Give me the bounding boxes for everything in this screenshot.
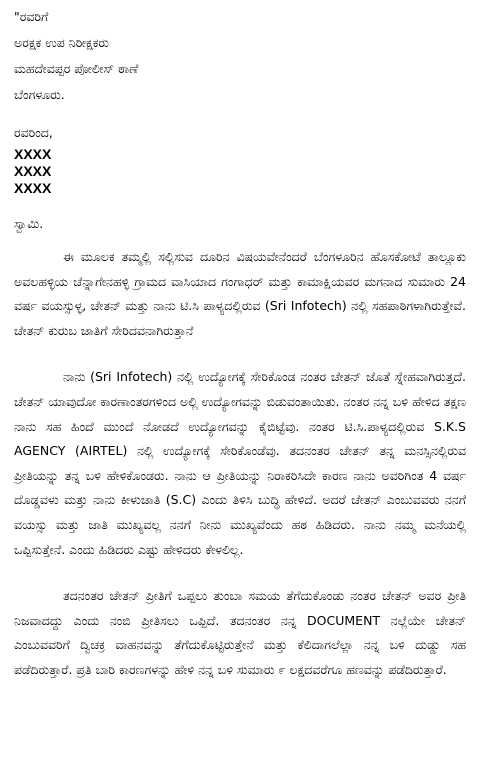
body-paragraph: ಈ ಮೂಲಕ ತಮ್ಮಲ್ಲಿ ಸಲ್ಲಿಸುವ ದೂರಿನ ವಿಷಯವೇನೆಂದರೆ ಬೆಂಗಳೂರಿನ ಹೊಸಕೋಟೆ ತಾಲ್ಲೂಕು ಅವಲಹಳ್ಳಿಯ ಚೆನ್ನಾಗೇನಹಳ್ಳಿ ಗ್ರಾಮದ ವಾಸಿಯಾದ ಗಂಗಾಧರ್ ಮತ್ತು ಕಾಮಾಕ್ಷಿಯವರ ಮಗನಾದ ಸುಮಾರು 24 ವರ್ಷ ವಯಸ್ಸುಳ್ಳ, ಚೇತನ್ ಮತ್ತು ನಾನು ಟಿ.ಸಿ ಪಾಳ್ಯದಲ್ಲಿರುವ (Sri Infotech) ನಲ್ಲಿ ಸಹಪಾಠಿಗಳಾಗಿರುತ್ತೇವೆ. ಚೇತನ್ ಕುರುಬ ಜಾತಿಗೆ ಸೇರಿದವನಾಗಿರುತ್ತಾನೆ (14, 249, 466, 338)
recipient-address (14, 30, 466, 108)
recipient-line: ಮಹದೇವಪ್ಪರ ಪೋಲೀಸ್ ಠಾಣೆ (14, 61, 139, 76)
from-heading: ರವರಿಂದ, (14, 125, 53, 140)
to-heading: "ರವರಿಗೆ (14, 9, 49, 24)
sender-redacted (14, 146, 466, 197)
recipient-line: ಬೆಂಗಳೂರು. (14, 87, 65, 102)
redacted-line: XXXX (14, 163, 52, 179)
salutation: ಸ್ವಾಮಿ. (14, 216, 44, 231)
redacted-line: XXXX (14, 180, 52, 196)
body-paragraph: ನಾನು (Sri Infotech) ನಲ್ಲಿ ಉದ್ಯೋಗಕ್ಕೆ ಸೇರಿಕೊಂಡ ನಂತರ ಚೇತನ್ ಜೊತೆ ಸ್ನೇಹವಾಗಿರುತ್ತದೆ. ಚೇತನ್ ಯಾವುದೋ ಕಾರಣಾಂತರಗಳಿಂದ ಅಲ್ಲಿ ಉದ್ಯೋಗವನ್ನು ಬಿಡುವಂತಾಯಿತು. ನಂತರ ನನ್ನ ಬಳಿ ಹೇಳಿದ ತಕ್ಷಣ ನಾನು ಸಹ ಹಿಂದೆ ಮುಂದೆ ನೋಡದೆ ಉದ್ಯೋಗವನ್ನು ಕೈಬಿಟ್ಟೆವು. ನಂತರ ಟಿ.ಸಿ.ಪಾಳ್ಯದಲ್ಲಿರುವ S.K.S AGENCY (AIRTEL) ನಲ್ಲಿ ಉದ್ಯೋಗಕ್ಕೆ ಸೇರಿಕೊಂಡೆವು. ತದನಂತರ ಚೇತನ್ ತನ್ನ ಮನಸ್ಸಿನಲ್ಲಿರುವ ಪ್ರೀತಿಯನ್ನು ತನ್ನ ಬಳಿ ಹೇಳಿಕೊಂಡರು. ನಾನು ಆ ಪ್ರೀತಿಯನ್ನು ನಿರಾಕರಿಸಿದೇ ಕಾರಣ ನಾನು ಅವರಿಗಿಂತ 4 ವರ್ಷ ದೊಡ್ಡವಳು ಮತ್ತು ನಾನು ಕೀಳುಜಾತಿ (S.C) ಎಂದು ತಿಳಿಸಿ ಬುದ್ಧಿ ಹೇಳಿದೆ. ಅದರೆ ಚೇತನ್ ಎಂಬುವವರು ನನಗೆ ವಯಸ್ಸು ಮತ್ತು ಜಾತಿ ಮುಖ್ಯವಲ್ಲ ನನಗೆ ನೀನು ಮುಖ್ಯವೆಂದು ಹಠ ಹಿಡಿದರು. ನಾನು ನಮ್ಮ ಮನೆಯಲ್ಲಿ ಒಪ್ಪಿಸುತ್ತೇನೆ. ಎಂದು ಹಿಡಿದರು ಎಷ್ಟು ಹೇಳಿದರು ಕೇಳಲಿಲ್ಲ. (14, 369, 466, 557)
body-paragraph: ತದನಂತರ ಚೇತನ್ ಪ್ರೀತಿಗೆ ಒಪ್ಪಲು ತುಂಬಾ ಸಮಯ ತೆಗೆದುಕೊಂಡು ನಂತರ ಚೇತನ್ ಅವರ ಪ್ರೀತಿ ನಿಜವಾದದ್ದು ಎಂದು ನಂಬಿ ಪ್ರೀತಿಸಲು ಒಪ್ಪಿದೆ. ತದನಂತರ ನನ್ನ DOCUMENT ನಲ್ಲೆಯೇ ಚೇತನ್ ಎಂಬುವವರಿಗೆ ದ್ವಿಚಕ್ರ ವಾಹನವನ್ನು ತೆಗೆದುಕೊಟ್ಟಿರುತ್ತೇನೆ ಮತ್ತು ಕೆಲಿದಾಗಲೆಲ್ಲಾ ನನ್ನ ಬಳಿ ದುಡ್ಡು ಸಹ ಪಡೆದಿರುತ್ತಾರೆ. ಪ್ರತಿ ಬಾರಿ ಕಾರಣಗಳನ್ನು ಹೇಳಿ ನನ್ನ ಬಳಿ ಸುಮಾರು ೯ ಲಕ್ಷದವರೆಗೂ ಹಣವನ್ನು ಪಡೆದಿರುತ್ತಾರೆ. (14, 588, 466, 677)
recipient-line: ಅರಕ್ಷಕ ಉಪ ನಿರೀಕ್ಷಕರು (14, 35, 109, 50)
redacted-line: XXXX (14, 146, 52, 162)
